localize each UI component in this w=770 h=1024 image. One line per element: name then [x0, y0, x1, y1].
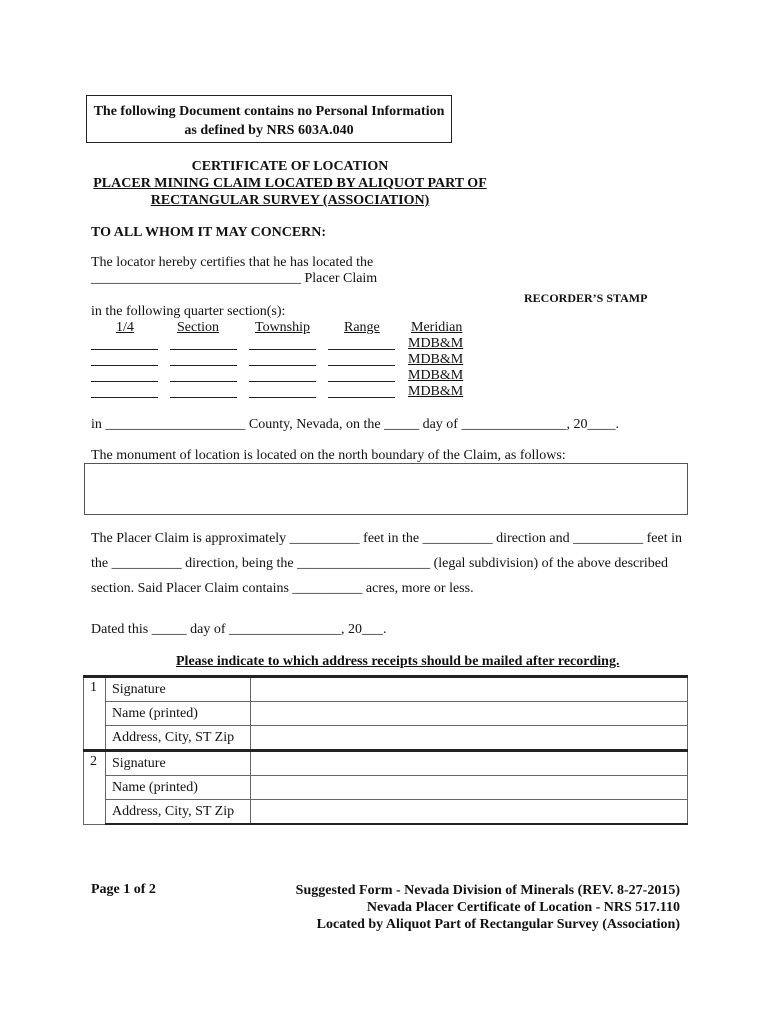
quarter-section-intro: in the following quarter section(s):: [91, 304, 286, 319]
table-row: [84, 751, 688, 776]
range-field[interactable]: [328, 385, 395, 398]
col-header-meridian: Meridian: [411, 320, 463, 335]
table-row: [84, 702, 688, 726]
col-header-township: Township: [255, 320, 311, 335]
privacy-notice-box: [86, 95, 452, 143]
monument-description-input[interactable]: [84, 463, 688, 515]
table-row: [84, 776, 688, 800]
township-field[interactable]: [249, 337, 316, 350]
quarter-field[interactable]: [91, 353, 158, 366]
col-header-quarter: 1/4: [116, 320, 134, 335]
table-row: [84, 677, 688, 702]
address-table: [83, 675, 688, 825]
signature-label: Signature: [106, 677, 251, 702]
address-field[interactable]: [251, 800, 688, 825]
document-subtitle-line2: RECTANGULAR SURVEY (ASSOCIATION): [150, 193, 430, 208]
footer-line3: Located by Aliquot Part of Rectangular Survey (Association): [316, 917, 680, 932]
section-field[interactable]: [170, 385, 237, 398]
claim-paragraph-line3[interactable]: section. Said Placer Claim contains __________ acres, more or less.: [91, 581, 474, 596]
meridian-value: MDB&M: [408, 336, 464, 351]
col-header-section: Section: [177, 320, 219, 335]
name-printed-field[interactable]: [251, 702, 688, 726]
quarter-field[interactable]: [91, 369, 158, 382]
township-field[interactable]: [249, 369, 316, 382]
footer-block: [296, 882, 680, 933]
address-label: Address, City, ST Zip: [106, 800, 251, 825]
entry-number: 2: [84, 751, 106, 825]
col-header-range: Range: [344, 320, 380, 335]
section-field[interactable]: [170, 369, 237, 382]
salutation: TO ALL WHOM IT MAY CONCERN:: [91, 225, 327, 240]
table-row: [84, 726, 688, 751]
range-field[interactable]: [328, 337, 395, 350]
quarter-field[interactable]: [91, 337, 158, 350]
page-number: Page 1 of 2: [91, 882, 156, 897]
section-field[interactable]: [170, 337, 237, 350]
township-field[interactable]: [249, 385, 316, 398]
quarter-field[interactable]: [91, 385, 158, 398]
dated-line[interactable]: Dated this _____ day of ________________, 20___.: [91, 622, 387, 637]
meridian-value: MDB&M: [408, 384, 464, 399]
meridian-value: MDB&M: [408, 352, 464, 367]
recorders-stamp-label: RECORDER’S STAMP: [524, 291, 648, 305]
address-field[interactable]: [251, 726, 688, 751]
privacy-notice-line2: as defined by NRS 603A.040: [184, 123, 354, 138]
claim-paragraph-line2[interactable]: the __________ direction, being the ___________________ (legal subdivision) of the above described: [91, 556, 669, 571]
monument-line: The monument of location is located on the north boundary of the Claim, as follows:: [91, 448, 566, 463]
meridian-value: MDB&M: [408, 368, 464, 383]
document-subtitle-line1: PLACER MINING CLAIM LOCATED BY ALIQUOT PART OF: [93, 176, 487, 191]
table-row: [84, 800, 688, 825]
signature-field[interactable]: [251, 751, 688, 776]
address-label: Address, City, ST Zip: [106, 726, 251, 751]
entry-number: 1: [84, 677, 106, 751]
address-instruction: Please indicate to which address receipts should be mailed after recording.: [176, 654, 620, 669]
range-field[interactable]: [328, 369, 395, 382]
name-printed-label: Name (printed): [106, 702, 251, 726]
signature-field[interactable]: [251, 677, 688, 702]
county-date-line[interactable]: in ____________________ County, Nevada, on the _____ day of _______________, 20____.: [91, 417, 619, 432]
signature-label: Signature: [106, 751, 251, 776]
name-printed-field[interactable]: [251, 776, 688, 800]
section-field[interactable]: [170, 353, 237, 366]
locator-line: The locator hereby certifies that he has located the: [91, 255, 374, 270]
privacy-notice-line1: The following Document contains no Personal Information: [93, 104, 445, 119]
document-title: CERTIFICATE OF LOCATION: [191, 159, 389, 174]
claim-paragraph-line1[interactable]: The Placer Claim is approximately __________ feet in the __________ direction and __________ feet in: [91, 531, 682, 546]
placer-claim-name-field[interactable]: ______________________________ Placer Claim: [91, 271, 378, 286]
township-field[interactable]: [249, 353, 316, 366]
footer-line2: Nevada Placer Certificate of Location - NRS 517.110: [366, 900, 680, 915]
range-field[interactable]: [328, 353, 395, 366]
name-printed-label: Name (printed): [106, 776, 251, 800]
footer-line1: Suggested Form - Nevada Division of Minerals (REV. 8-27-2015): [295, 883, 680, 898]
